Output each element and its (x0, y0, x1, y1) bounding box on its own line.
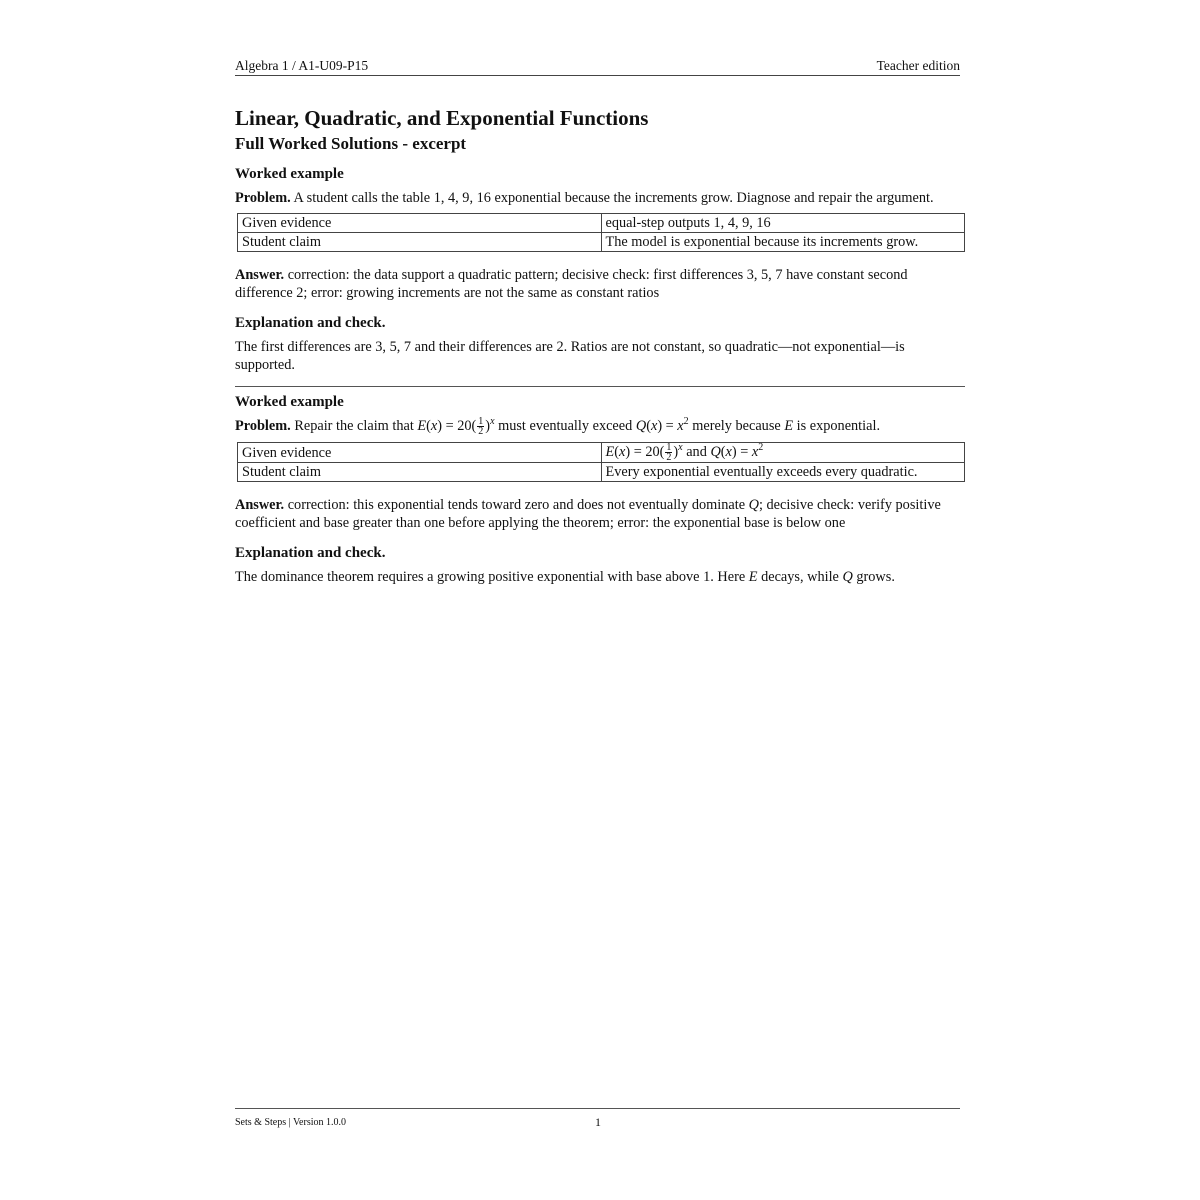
evidence-table (237, 442, 965, 482)
table-row (238, 214, 965, 233)
worked-example-2 (235, 391, 967, 586)
header-course: Algebra 1 / A1-U09-P15 (235, 58, 369, 73)
table-cell-value: E(x) = 20( $\frac{1}{2}$ )$^x$ and $Q(x) = x^2$ (601, 443, 965, 463)
evidence-table (237, 213, 965, 252)
footer-divider (235, 1108, 960, 1109)
table-cell-key: Given evidence (238, 214, 602, 233)
problem-statement: Problem. Repair the claim that E(x) = 20( $\frac{1}{2}$ )$^x$ must eventually exceed $Q(x) = x^2$ merely because E is exponential. (235, 416, 881, 438)
example-label: Worked example (235, 166, 344, 182)
answer-paragraph: Answer. correction: this exponential tends toward zero and does not eventually dominate Q; decisive check: verify positive coefficient and base greater than one before applying the theorem; error: the exponential base is below one (235, 497, 941, 532)
answer-paragraph: Answer. correction: the data support a quadratic pattern; decisive check: first differences 3, 5, 7 have constant second difference 2; error: growing increments are not the same as constant ratios (235, 267, 908, 301)
worked-example-1 (235, 163, 967, 374)
section-divider (235, 386, 965, 387)
problem-label: Problem. (235, 190, 291, 206)
table-cell-key: Student claim (238, 233, 602, 252)
table-cell-key: Student claim (238, 463, 602, 482)
header-edition: Teacher edition (876, 58, 960, 73)
problem-label: Problem. (235, 418, 291, 434)
document-subtitle: Full Worked Solutions - excerpt (235, 134, 467, 153)
answer-label: Answer. (235, 497, 285, 514)
table-row (238, 443, 965, 463)
explanation-title: Explanation and check. (235, 545, 386, 562)
footer-publisher: Sets & Steps | Version 1.0.0 (235, 1117, 346, 1128)
table-row (238, 463, 965, 482)
table-cell-value: equal-step outputs 1, 4, 9, 16 (601, 214, 965, 233)
explanation-text: The first differences are 3, 5, 7 and their differences are 2. Ratios are not constant, so quadratic—not exponential—is supported. (235, 339, 905, 373)
answer-label: Answer. (235, 267, 285, 283)
table-row (238, 233, 965, 252)
math-sequence: 1, 4, 9, 16 (433, 190, 491, 206)
page-number: 1 (595, 1115, 601, 1129)
explanation-text: The dominance theorem requires a growing positive exponential with base above 1. Here E decays, while Q grows. (235, 569, 895, 586)
table-cell-value: The model is exponential because its increments grow. (601, 233, 965, 252)
table-cell-value: Every exponential eventually exceeds every quadratic. (601, 463, 965, 482)
problem-statement: Problem. A student calls the table 1, 4, 9, 16 exponential because the increments grow. Diagnose and repair the argument. (235, 190, 934, 206)
example-label: Worked example (235, 394, 344, 410)
math-exponential-def: E(x) = 20( $\frac{1}{2}$ )$^x$ (417, 416, 495, 438)
math-quadratic-def: $Q(x) = x^2$ (635, 416, 689, 434)
explanation-title: Explanation and check. (235, 315, 386, 331)
table-cell-key: Given evidence (238, 443, 602, 463)
running-header (235, 58, 960, 76)
main-content (235, 104, 967, 586)
document-title: Linear, Quadratic, and Exponential Functions (235, 106, 649, 130)
